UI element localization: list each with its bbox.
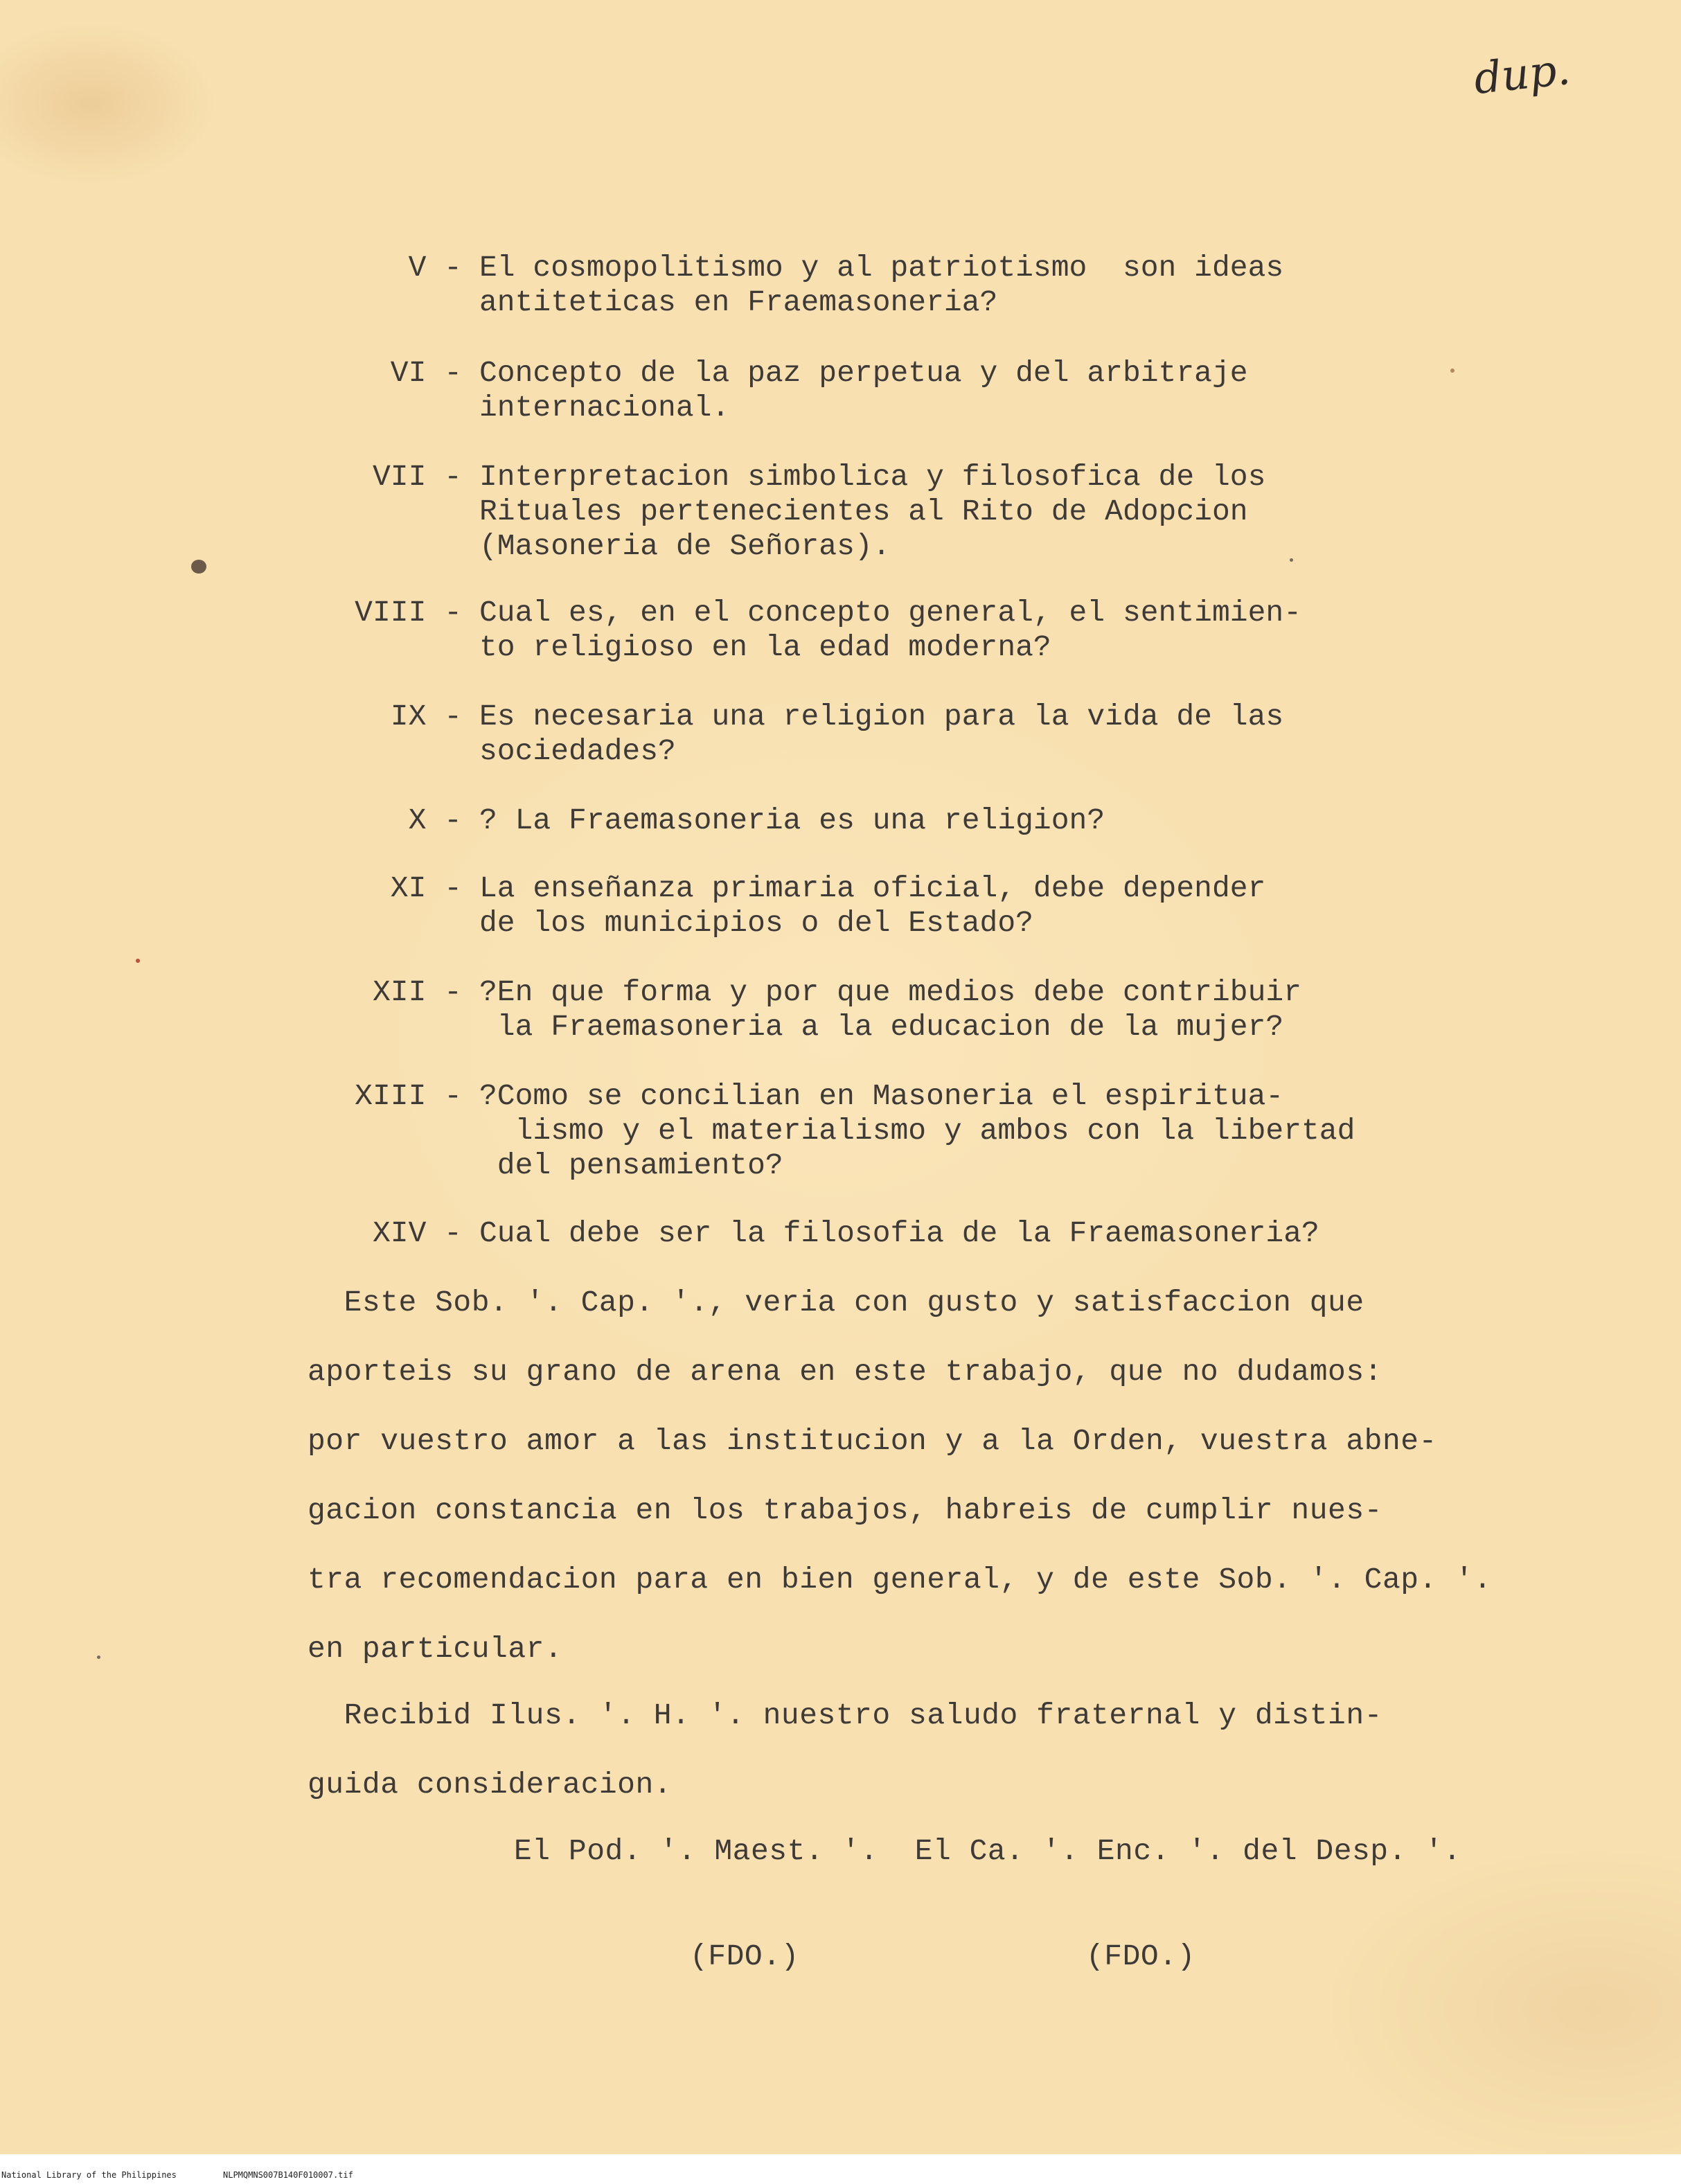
question-text-line: internacional.	[479, 391, 730, 425]
question-number: VIII -	[355, 596, 462, 630]
question-text-line: Rituales pertenecientes al Rito de Adopcion	[479, 495, 1248, 529]
signatories-line: El Pod. '. Maest. '. El Ca. '. Enc. '. del Desp. '.	[514, 1834, 1461, 1868]
salutation-line: Recibid Ilus. '. H. '. nuestro saludo fraternal y distin-	[308, 1698, 1382, 1732]
paper-speck	[1290, 558, 1293, 562]
question-text-line: lismo y el materialismo y ambos con la libertad	[479, 1114, 1355, 1148]
question-text-line: de los municipios o del Estado?	[479, 906, 1033, 940]
question-text-line: El cosmopolitismo y al patriotismo son ideas	[479, 251, 1284, 285]
question-text-line: La enseñanza primaria oficial, debe depender	[479, 871, 1266, 905]
paragraph-line: Este Sob. '. Cap. '., veria con gusto y satisfaccion que	[308, 1286, 1364, 1320]
question-text-line: Cual es, en el concepto general, el sentimien-	[479, 596, 1301, 630]
question-text-line: antiteticas en Fraemasoneria?	[479, 285, 998, 319]
question-number: XIV -	[372, 1216, 462, 1250]
paragraph-line: gacion constancia en los trabajos, habreis de cumplir nues-	[308, 1493, 1382, 1527]
salutation-line: guida consideracion.	[308, 1768, 673, 1802]
paper-speck	[136, 959, 140, 963]
signature-right: (FDO.)	[1086, 1939, 1195, 1973]
question-number: XIII -	[355, 1079, 462, 1113]
question-number: VII -	[372, 460, 462, 494]
question-number: XII -	[372, 975, 462, 1009]
question-number: IX -	[390, 700, 462, 734]
question-text-line: ? La Fraemasoneria es una religion?	[479, 804, 1105, 837]
question-number: X -	[408, 804, 462, 837]
question-number: V -	[408, 251, 462, 285]
question-text-line: Es necesaria una religion para la vida de las	[479, 700, 1284, 734]
paragraph-line: por vuestro amor a las institucion y a la Orden, vuestra abne-	[308, 1424, 1437, 1458]
footer-filename: NLPMQMNS007B140F010007.tif	[223, 2170, 353, 2180]
question-text-line: del pensamiento?	[479, 1148, 783, 1182]
question-text-line: ?Como se concilian en Masoneria el espiritua-	[479, 1079, 1284, 1113]
question-text-line: sociedades?	[479, 734, 676, 768]
question-number: XI -	[390, 871, 462, 905]
question-text-line: (Masoneria de Señoras).	[479, 529, 891, 563]
paragraph-line: tra recomendacion para en bien general, y de este Sob. '. Cap. '.	[308, 1563, 1492, 1597]
question-text-line: Cual debe ser la filosofia de la Fraemasoneria?	[479, 1216, 1319, 1250]
question-text-line: Interpretacion simbolica y filosofica de los	[479, 460, 1266, 494]
signature-left: (FDO.)	[690, 1939, 799, 1973]
question-number: VI -	[390, 356, 462, 390]
question-text-line: ?En que forma y por que medios debe contribuir	[479, 975, 1301, 1009]
paragraph-line: en particular.	[308, 1632, 563, 1666]
paper-speck	[1450, 369, 1455, 373]
paper-stain	[191, 560, 206, 574]
footer-library: National Library of the Philippines	[1, 2170, 177, 2180]
paper-speck	[97, 1655, 100, 1659]
paragraph-line: aporteis su grano de arena en este trabajo, que no dudamos:	[308, 1355, 1382, 1389]
question-text-line: la Fraemasoneria a la educacion de la mujer?	[479, 1010, 1284, 1044]
question-text-line: Concepto de la paz perpetua y del arbitraje	[479, 356, 1248, 390]
handwritten-note: dup.	[1471, 43, 1573, 105]
question-text-line: to religioso en la edad moderna?	[479, 630, 1051, 664]
